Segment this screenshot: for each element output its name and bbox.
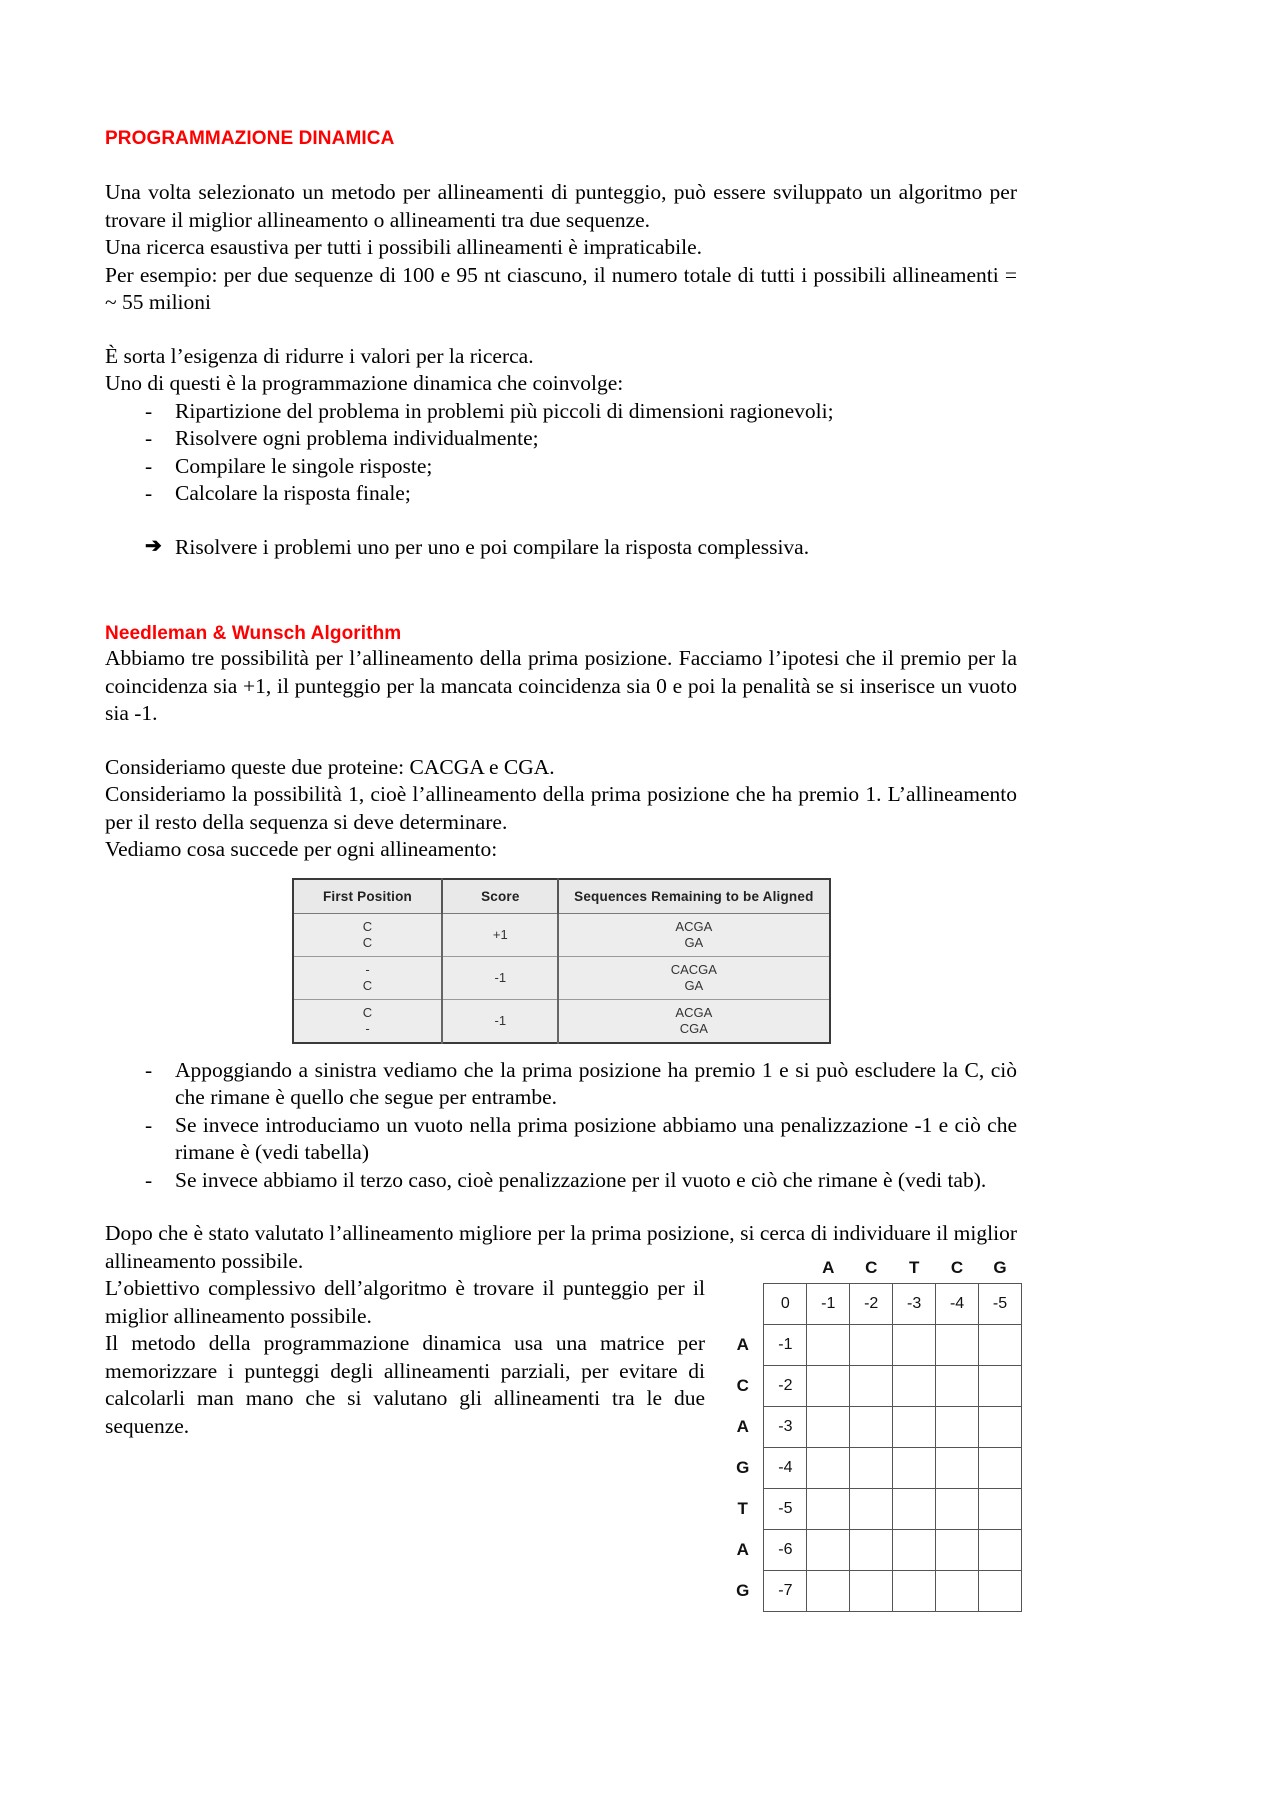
dp-row-label-a3: A [736,1540,749,1559]
dp-cell-3-0: -3 [764,1407,807,1448]
first-position-top: - [365,961,370,977]
dp-col-header-c2: C [950,1258,964,1277]
document-body [105,128,1017,1440]
spacer [105,508,1017,534]
closing-paragraph-2: L’obiettivo complessivo dell’algoritmo è trovare il punteggio per il miglior allineamento possibile. [105,1276,705,1328]
dp-cell-0-3: -3 [893,1284,936,1325]
dp-cell-5-4 [936,1489,979,1530]
dash-marker: - [145,481,153,505]
cell-remaining [558,913,829,956]
dp-cell-0-5: -5 [979,1284,1022,1325]
dp-cell-5-3 [893,1489,936,1530]
dp-col-header-c: C [865,1258,878,1277]
dp-cell-7-5 [979,1571,1022,1612]
dp-cell-4-0: -4 [764,1448,807,1489]
remaining-bottom: GA [684,977,704,993]
dp-cell-3-5 [979,1407,1022,1448]
dp-cell-3-4 [936,1407,979,1448]
dp-row-4 [722,1448,1022,1489]
dp-row-label-g2: G [736,1581,750,1600]
consider-line-3: Vediamo cosa succede per ogni allineamento: [105,837,498,861]
dp-cell-5-2 [850,1489,893,1530]
dash-marker: - [145,1057,153,1082]
dp-cell-4-1 [807,1448,850,1489]
dp-cell-5-5 [979,1489,1022,1530]
dp-row-1 [722,1325,1022,1366]
list-item-label: Compilare le singole risposte; [175,453,433,478]
dp-cell-2-4 [936,1366,979,1407]
dp-column-header-row [722,1253,1022,1284]
list-item [105,453,1017,481]
first-position-bottom: C [362,934,373,950]
dp-cell-2-5 [979,1366,1022,1407]
first-position-top: C [362,1004,373,1020]
dp-row-6 [722,1530,1022,1571]
dynamic-programming-matrix-figure [722,1253,1022,1612]
page-title: PROGRAMMAZIONE DINAMICA [105,128,395,149]
dp-row-label-g1: G [736,1458,750,1477]
list-item [105,425,1017,453]
list-item-label: Appoggiando a sinistra vediamo che la prima posizione ha premio 1 e si può escludere la C, ciò che rimane è quello che segue per entrambe. [175,1057,1017,1109]
dp-cell-2-3 [893,1366,936,1407]
need-line-2: Uno di questi è la programmazione dinamica che coinvolge: [105,371,624,395]
list-item [105,1057,1017,1112]
dp-corner-blank-2 [764,1253,807,1284]
alignment-table-head [293,879,830,914]
dp-cell-6-0: -6 [764,1530,807,1571]
dp-cell-2-0: -2 [764,1366,807,1407]
dp-row-3 [722,1407,1022,1448]
alignment-table-figure [105,878,1017,1044]
intro-paragraph-1: Una volta selezionato un metodo per allineamenti di punteggio, può essere sviluppato un algoritmo per trovare il miglior allineamento o allineamenti tra due sequenze. [105,180,1017,232]
cell-score: +1 [442,913,558,956]
dp-row-label-blank [722,1284,764,1325]
spacer [105,317,1017,343]
cell-first-position [293,999,443,1043]
spacer [105,561,1017,623]
dp-row-label-a2: A [736,1417,749,1436]
dp-cell-1-5 [979,1325,1022,1366]
alignment-table-body [293,913,830,1043]
dp-cell-3-1 [807,1407,850,1448]
dp-cell-3-3 [893,1407,936,1448]
closing-paragraph-1: Dopo che è stato valutato l’allineamento migliore per la prima posizione, si cerca di individuare il miglior allineamento possibile. [105,1221,1017,1273]
cell-remaining [558,999,829,1043]
dp-cell-2-1 [807,1366,850,1407]
remaining-top: ACGA [675,918,713,934]
column-header-first-position: First Position [293,879,443,914]
arrow-statement-label: Risolvere i problemi uno per uno e poi compilare la risposta complessiva. [175,534,810,559]
dp-cell-4-5 [979,1448,1022,1489]
dp-col-header-t: T [908,1258,920,1277]
first-position-top: C [362,918,373,934]
needleman-wunsch-paragraph: Abbiamo tre possibilità per l’allineamento della prima posizione. Facciamo l’ipotesi che il premio per la coincidenza sia +1, il punteggio per la mancata coincidenza sia 0 e poi la penalità se si inserisce un vuoto sia -1. [105,646,1017,725]
list-item [105,480,1017,508]
column-header-remaining: Sequences Remaining to be Aligned [558,879,829,914]
dash-marker: - [145,426,153,450]
spacer [105,150,1017,179]
dp-cell-1-2 [850,1325,893,1366]
dp-cell-4-2 [850,1448,893,1489]
dp-cell-2-2 [850,1366,893,1407]
dp-cell-6-2 [850,1530,893,1571]
remaining-bottom: CGA [679,1020,708,1036]
dash-marker: - [145,1167,153,1192]
dp-col-header-a: A [822,1258,835,1277]
spacer [105,728,1017,754]
dp-cell-1-3 [893,1325,936,1366]
dp-row-2 [722,1366,1022,1407]
alignment-table [292,878,831,1044]
intro-paragraph-2: Una ricerca esaustiva per tutti i possibili allineamenti è impraticabile. [105,235,703,259]
list-item [105,1167,1017,1195]
list-item-label: Ripartizione del problema in problemi più piccoli di dimensioni ragionevoli; [175,398,834,423]
dp-cell-6-1 [807,1530,850,1571]
dp-cell-6-4 [936,1530,979,1571]
table-row [293,956,830,999]
section-heading-needleman-wunsch: Needleman & Wunsch Algorithm [105,623,402,644]
consider-line-1: Consideriamo queste due proteine: CACGA e CGA. [105,754,555,779]
dash-marker: - [145,398,153,423]
dynamic-programming-bullets [105,398,1017,508]
arrow-right-icon: ➔ [145,534,162,557]
cell-score: -1 [442,956,558,999]
table-row [293,999,830,1043]
list-item-label: Risolvere ogni problema individualmente; [175,426,539,450]
dp-cell-0-0: 0 [764,1284,807,1325]
list-item-label: Se invece introduciamo un vuoto nella prima posizione abbiamo una penalizzazione -1 e ciò che rimane è (vedi tabella) [175,1112,1017,1164]
spacer [105,1044,1017,1057]
dp-cell-3-2 [850,1407,893,1448]
dp-row-7 [722,1571,1022,1612]
alignment-explanation-bullets [105,1057,1017,1195]
dp-row-label-a1: A [736,1335,749,1354]
intro-paragraph-3: Per esempio: per due sequenze di 100 e 95 nt ciascuno, il numero totale di tutti i possibili allineamenti = ~ 55 milioni [105,262,1017,314]
remaining-bottom: GA [684,934,704,950]
list-item [105,1112,1017,1167]
dp-row-zero [722,1284,1022,1325]
cell-first-position [293,913,443,956]
dp-row-label-c1: C [736,1376,749,1395]
dp-cell-5-0: -5 [764,1489,807,1530]
dash-marker: - [145,1112,153,1137]
table-row [293,913,830,956]
dp-row-5 [722,1489,1022,1530]
dp-cell-1-1 [807,1325,850,1366]
cell-score: -1 [442,999,558,1043]
dp-cell-6-5 [979,1530,1022,1571]
dp-matrix-table [722,1253,1022,1612]
cell-remaining [558,956,829,999]
dp-cell-5-1 [807,1489,850,1530]
dp-col-header-g: G [993,1258,1007,1277]
table-header-row [293,879,830,914]
dp-cell-0-2: -2 [850,1284,893,1325]
cell-first-position [293,956,443,999]
list-item [105,398,1017,426]
dp-cell-1-4 [936,1325,979,1366]
dp-cell-0-1: -1 [807,1284,850,1325]
dp-cell-7-0: -7 [764,1571,807,1612]
spacer [105,1194,1017,1220]
dp-cell-0-4: -4 [936,1284,979,1325]
dp-cell-7-4 [936,1571,979,1612]
dp-cell-7-3 [893,1571,936,1612]
list-item-label: Se invece abbiamo il terzo caso, cioè penalizzazione per il vuoto e ciò che rimane è (vedi tab). [175,1167,987,1192]
consider-line-2: Consideriamo la possibilità 1, cioè l’allineamento della prima posizione che ha premio 1. L’allineamento per il resto della sequenza si deve determinare. [105,782,1017,834]
dp-cell-7-1 [807,1571,850,1612]
list-item-label: Calcolare la risposta finale; [175,481,411,505]
first-position-bottom: C [362,977,373,993]
dp-cell-7-2 [850,1571,893,1612]
dash-marker: - [145,453,153,478]
dp-cell-4-3 [893,1448,936,1489]
dp-corner-blank [722,1253,764,1284]
dp-row-label-t1: T [737,1499,748,1518]
dp-cell-4-4 [936,1448,979,1489]
first-position-bottom: - [365,1020,370,1036]
dp-cell-1-0: -1 [764,1325,807,1366]
column-header-score: Score [442,879,558,914]
need-line-1: È sorta l’esigenza di ridurre i valori per la ricerca. [105,343,534,368]
closing-paragraph-3: Il metodo della programmazione dinamica usa una matrice per memorizzare i punteggi degli allineamenti parziali, per evitare di calcolarli man mano che si valutano gli allineamenti tra le due sequenze. [105,1331,705,1438]
remaining-top: CACGA [670,961,717,977]
arrow-statement [105,534,1017,562]
dp-cell-6-3 [893,1530,936,1571]
remaining-top: ACGA [675,1004,713,1020]
